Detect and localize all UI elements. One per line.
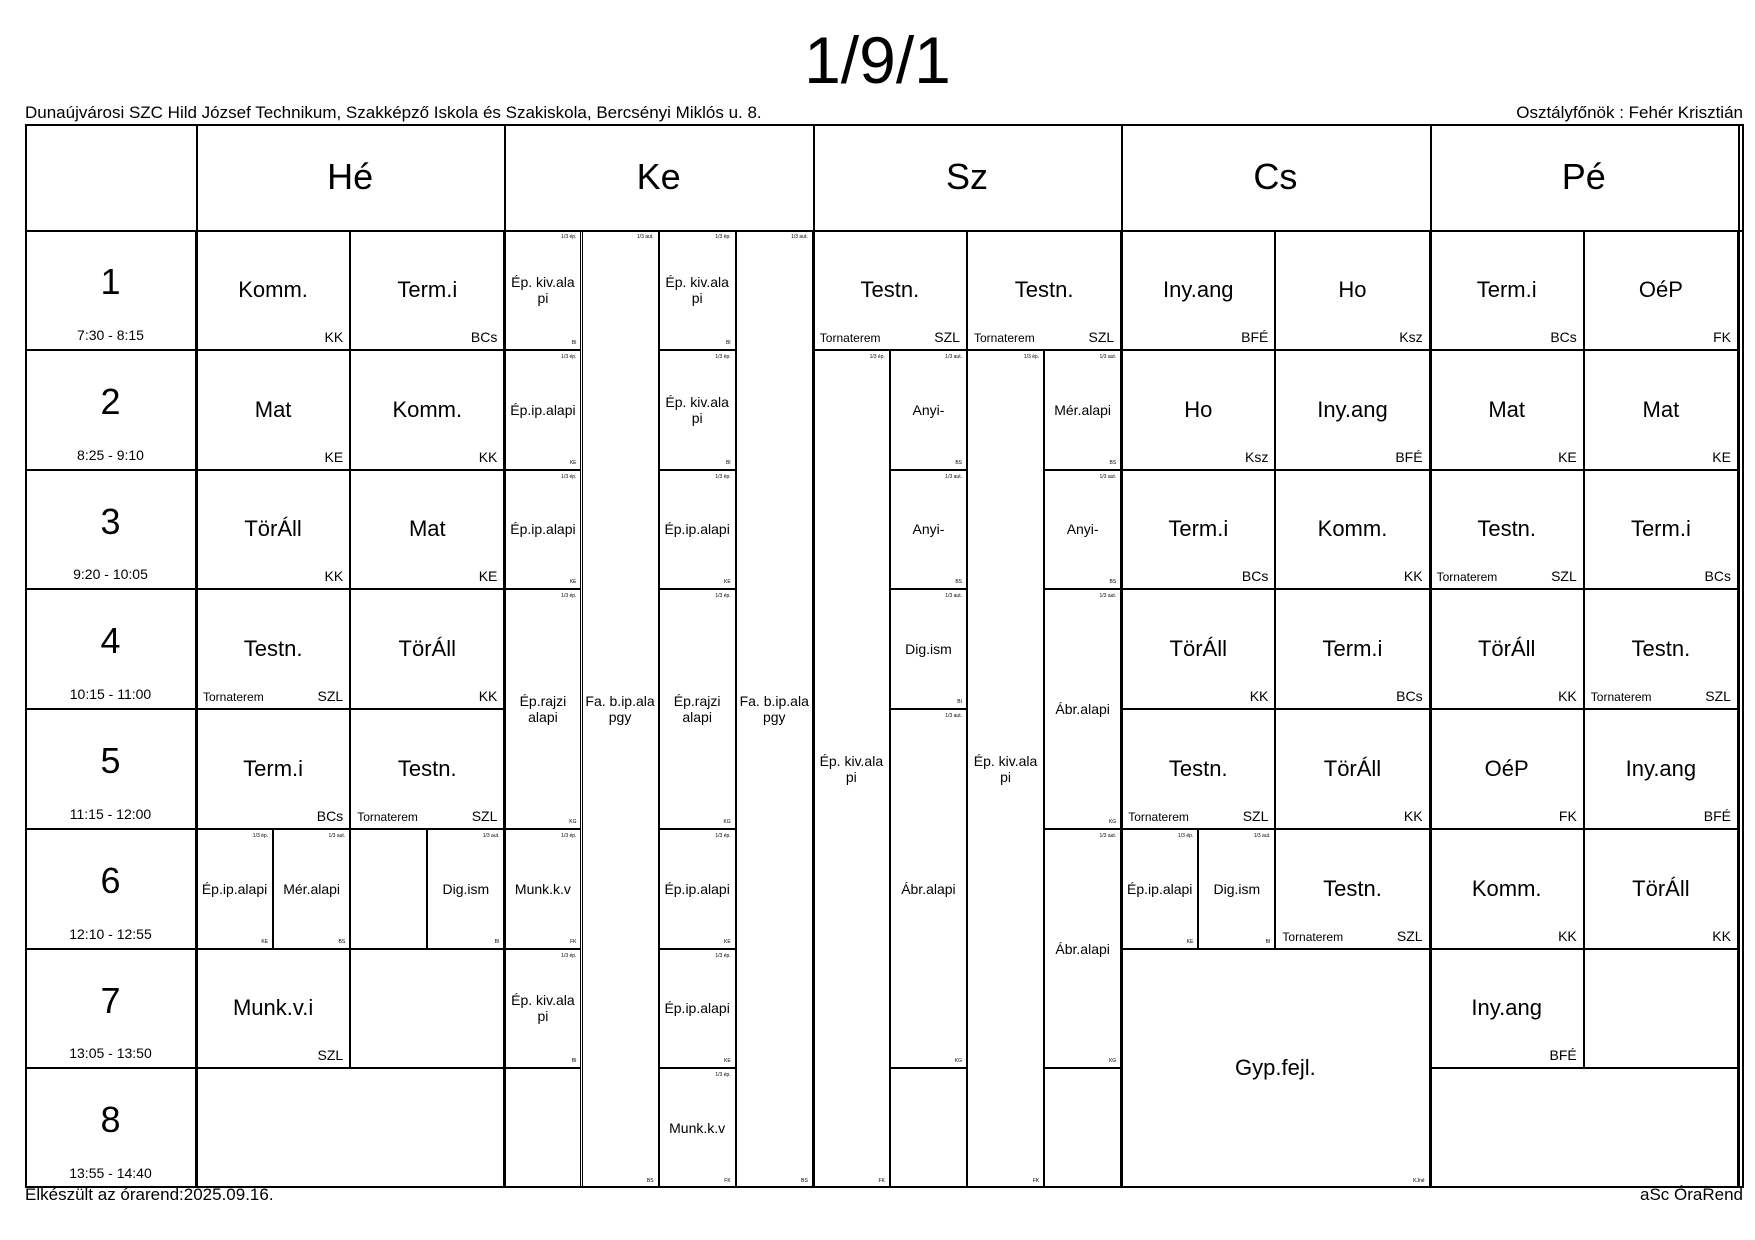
lesson-cell[interactable] [1430,1068,1738,1188]
teacher-code: KE [324,448,344,465]
subject-name: Term.i [1168,516,1229,542]
teacher-code: KE [1186,938,1194,945]
subject-name: Ép.ip.alapi [510,521,576,538]
lesson-cell[interactable] [196,829,273,949]
group-label: 1/3 ép. [715,353,731,360]
teacher-code: SZL [1551,568,1577,585]
subject-name: Ép.ip.alapi [1127,880,1193,897]
teacher-code: KK [324,568,344,585]
lesson-cell[interactable] [350,230,504,350]
group-label: 1/3 ép. [869,353,885,360]
lesson-cell[interactable] [1198,829,1275,949]
lesson-cell[interactable] [196,470,350,590]
subject-name: Testn. [1014,276,1074,302]
subject-name: Ép. kiv.ala pi [665,393,729,426]
group-label: 1/3 aut. [1099,353,1117,360]
lesson-cell[interactable] [659,949,736,1069]
subject-name: Testn. [1323,875,1382,901]
group-label: 1/3 ép. [715,952,731,959]
teacher-code: Ksz [1399,328,1423,345]
subject-name: Testn. [1631,636,1691,662]
lesson-cell[interactable] [1430,350,1584,470]
teacher-code: BS [1109,459,1117,466]
subject-name: Anyi- [1066,521,1099,538]
period-number: 3 [100,500,121,542]
lesson-cell[interactable] [1275,230,1429,350]
teacher-code: BCs [1550,328,1577,345]
period-number: 4 [100,620,121,662]
lesson-cell[interactable] [1430,949,1584,1069]
teacher-code: BS [338,938,346,945]
lesson-cell[interactable] [504,829,581,949]
subject-name: Mat [1488,396,1526,422]
teacher-code: KK [324,328,344,345]
subject-name: Komm. [1317,516,1388,542]
group-label: 1/3 aut. [482,832,500,839]
teacher-code: FK [1713,328,1731,345]
subject-name: TörÁll [1632,875,1690,901]
lesson-cell[interactable] [504,470,581,590]
lesson-cell[interactable] [1430,709,1584,829]
subject-name: OéP [1638,276,1683,302]
teacher-code: BCs [470,328,498,345]
period-time: 13:55 - 14:40 [69,1165,152,1181]
period-time: 11:15 - 12:00 [69,805,152,822]
subject-name: Ábr.alapi [901,880,956,897]
teacher-code: FK [570,938,577,945]
teacher-code: KG [954,1058,962,1065]
period-number: 8 [100,1099,121,1141]
teacher-code: BI [571,1058,577,1065]
lesson-cell[interactable] [1044,470,1121,590]
teacher-code: KK [478,688,498,704]
subject-name: Ép.ip.alapi [201,880,268,897]
subject-name: Ép.ip.alapi [664,1000,730,1017]
period-label [25,470,196,590]
group-label: 1/3 ép. [715,832,731,839]
lesson-cell[interactable] [890,470,967,590]
subject-name: Term.i [1630,516,1691,542]
group-label: 1/3 aut. [945,593,962,600]
lesson-cell[interactable] [1430,589,1584,709]
period-number: 7 [100,979,121,1021]
subject-name: Iny.ang [1625,755,1697,781]
teacher-code: KG [569,818,577,825]
teacher-code: KK [1558,688,1577,704]
subject-name: Iny.ang [1163,276,1234,302]
lesson-cell[interactable] [890,589,967,709]
room-name: Tornaterem [974,330,1035,345]
group-label: 1/3 ép. [1023,353,1040,360]
day-divider [1121,124,1123,1188]
teacher-code: KE [478,568,498,585]
teacher-code: BI [494,938,500,945]
subject-name: TörÁll [1169,636,1227,662]
lesson-cell[interactable] [890,1068,967,1188]
teacher-code: KG [1108,1058,1117,1065]
subject-name: Term.i [397,276,458,302]
group-label: 1/3 aut. [791,234,808,240]
group-label: 1/3 aut. [945,353,962,360]
subject-name: Ho [1338,276,1367,302]
lesson-cell[interactable] [196,1068,504,1188]
teacher-code: SZL [317,1047,344,1064]
lesson-cell[interactable] [350,589,504,709]
lesson-cell[interactable] [273,829,350,949]
subject-name: Ábr.alapi [1055,940,1110,957]
group-label: 1/3 ép. [561,473,577,480]
group-label: 1/3 ép. [561,832,577,839]
subject-name: Anyi- [912,401,945,418]
room-name: Tornaterem [1282,929,1344,944]
subject-name: Fa. b.ip.ala pgy [585,693,655,725]
lesson-cell[interactable] [196,589,350,709]
teacher-code: KG [1108,818,1117,825]
subject-name: Iny.ang [1471,995,1542,1021]
subject-name: Mat [1642,396,1680,422]
subject-name: Gyp.fejl. [1235,1055,1316,1081]
teacher-code: BI [571,339,577,346]
teacher-code: BCs [316,807,344,824]
software-credit: aSc ÓraRend [1640,1185,1743,1204]
lesson-cell[interactable] [1584,589,1738,709]
lesson-cell[interactable] [813,350,890,1188]
teacher-code: BCs [1396,688,1423,704]
subject-name: Mat [408,516,446,542]
day-header: Sz [945,156,988,197]
period-label [25,1068,196,1188]
period-label [25,589,196,709]
room-name: Tornaterem [203,690,264,704]
teacher-code: KE [724,1058,731,1065]
day-header: Cs [1253,156,1298,197]
period-number: 6 [100,859,121,901]
teacher-code: SZL [471,807,498,824]
subject-name: Term.i [243,755,304,781]
teacher-code: KJné [1413,1178,1425,1184]
day-header: Hé [327,156,374,197]
subject-name: Fa. b.ip.ala pgy [739,693,809,725]
subject-name: Ép. kiv.ala pi [819,752,884,785]
day-header: Pé [1561,156,1606,197]
period-label [25,230,196,350]
subject-name: Ábr.alapi [1055,701,1110,717]
lesson-cell[interactable] [1121,230,1275,350]
group-label: 1/3 ép. [715,234,731,240]
lesson-cell[interactable] [582,230,659,1188]
teacher-code: KK [478,448,498,465]
generated-date: Elkészült az órarend:2025.09.16. [25,1185,274,1204]
lesson-cell[interactable] [1275,589,1429,709]
subject-name: Term.i [1322,636,1383,662]
group-label: 1/3 aut. [945,713,962,719]
teacher-code: BS [1109,579,1117,586]
lesson-cell[interactable] [196,230,350,350]
teacher-code: BS [955,579,962,586]
period-number: 1 [100,261,121,302]
subject-name: Ho [1184,396,1213,422]
lesson-cell[interactable] [196,949,350,1069]
teacher-code: BI [1265,938,1271,945]
teacher-code: SZL [1088,328,1115,345]
teacher-code: KE [569,579,577,586]
period-time: 13:05 - 13:50 [69,1045,152,1062]
teacher-code: BS [955,459,962,466]
day-divider [1738,124,1740,1188]
teacher-code: BFÉ [1395,448,1423,465]
lesson-cell[interactable] [1044,1068,1121,1188]
teacher-code: FK [1032,1178,1040,1184]
day-divider [504,124,506,1188]
lesson-cell[interactable] [1044,829,1121,1069]
group-label: 1/3 aut. [945,473,962,480]
subject-name: Testn. [243,636,303,662]
lesson-cell[interactable] [967,230,1121,350]
teacher-code: SZL [1242,807,1269,824]
subject-name: TörÁll [1477,636,1536,662]
subject-name: Testn. [860,276,920,302]
group-label: 1/3 ép. [1177,832,1194,839]
subject-name: Ép.ip.alapi [664,521,730,538]
lesson-cell[interactable] [504,589,581,829]
subject-name: Ép. kiv.ala pi [665,273,729,306]
subject-name: Testn. [1477,516,1537,542]
period-time: 10:15 - 11:00 [69,686,152,702]
period-time: 12:10 - 12:55 [69,925,152,942]
teacher-code: Ksz [1245,448,1269,465]
teacher-code: BFÉ [1241,328,1269,345]
day-header: Ke [636,156,681,197]
subject-name: Dig.ism [442,880,490,897]
lesson-cell[interactable] [736,230,813,1188]
lesson-cell[interactable] [427,829,504,949]
lesson-cell[interactable] [1584,350,1738,470]
lesson-cell[interactable] [890,350,967,470]
class-title: 1/9/1 [804,23,951,97]
room-name: Tornaterem [1590,690,1652,704]
lesson-cell[interactable] [1584,949,1738,1069]
period-label [25,829,196,949]
subject-name: Ép.ip.alapi [664,880,730,897]
lesson-cell[interactable] [1430,470,1584,590]
header-divider [25,230,1744,232]
group-label: 1/3 ép. [252,832,269,839]
group-label: 1/3 aut. [1099,832,1117,839]
subject-name: Ép.rajzi alapi [673,693,721,725]
teacher-code: KK [1712,927,1731,944]
teacher-code: KK [1558,927,1577,944]
teacher-code: FK [878,1178,885,1184]
lesson-cell[interactable] [1584,230,1738,350]
period-number: 2 [100,380,121,422]
subject-name: Mér.alapi [1054,401,1112,418]
teacher-code: SZL [1396,927,1423,944]
subject-name: Testn. [397,755,457,781]
teacher-code: BCs [1704,568,1731,585]
group-label: 1/3 ép. [561,234,577,240]
teacher-code: KE [569,459,577,466]
lesson-cell[interactable] [350,709,504,829]
subject-name: Ép. kiv.ala pi [511,992,575,1025]
subject-name: Testn. [1168,755,1228,781]
teacher-code: KK [1249,688,1269,704]
group-label: 1/3 aut. [636,234,654,240]
lesson-cell[interactable] [1430,829,1584,949]
subject-name: Munk.k.v [669,1120,726,1137]
lesson-cell[interactable] [890,709,967,1068]
lesson-cell[interactable] [350,350,504,470]
teacher-code: KK [1403,807,1423,824]
lesson-cell[interactable] [504,949,581,1069]
lesson-cell[interactable] [1044,350,1121,470]
subject-name: Ép. kiv.ala pi [973,752,1038,785]
lesson-cell[interactable] [1275,709,1429,829]
lesson-cell[interactable] [504,350,581,470]
subject-name: Term.i [1476,276,1537,302]
subject-name: Komm. [238,276,308,302]
period-label [25,949,196,1069]
lesson-cell[interactable] [1121,829,1198,949]
lesson-cell[interactable] [659,230,736,350]
group-label: 1/3 ép. [715,593,731,600]
lesson-cell[interactable] [1121,350,1275,470]
teacher-code: BS [801,1178,808,1184]
lesson-cell[interactable] [659,589,736,829]
subject-name: Anyi- [912,521,945,538]
subject-name: Munk.k.v [514,880,571,897]
room-name: Tornaterem [1128,809,1189,824]
group-label: 1/3 aut. [1099,593,1117,600]
lesson-cell[interactable] [350,949,504,1069]
room-name: Tornaterem [357,809,418,824]
lesson-cell[interactable] [1584,470,1738,590]
lesson-cell[interactable] [1275,470,1429,590]
teacher-code: BS [646,1178,654,1184]
period-time: 9:20 - 10:05 [73,566,148,583]
form-teacher: Osztályfőnök : Fehér Krisztián [1516,103,1743,122]
teacher-code: KE [1712,448,1731,465]
lesson-cell[interactable] [1584,709,1738,829]
group-label: 1/3 aut. [1099,473,1117,480]
day-divider [1430,124,1432,1188]
teacher-code: BFÉ [1703,807,1731,824]
period-time: 8:25 - 9:10 [77,446,144,463]
period-label [25,350,196,470]
teacher-code: SZL [317,688,344,704]
lesson-cell[interactable] [504,230,581,350]
teacher-code: SZL [1705,688,1731,704]
subject-name: Mat [254,396,292,422]
teacher-code: FK [1558,807,1577,824]
group-label: 1/3 ép. [715,1072,731,1079]
teacher-code: SZL [934,328,960,345]
subject-name: OéP [1484,755,1529,781]
subject-name: Dig.ism [1213,880,1261,897]
school-name: Dunaújvárosi SZC Hild József Technikum, Szakképző Iskola és Szakiskola, Bercsényi Miklós u. 8. [25,103,762,122]
teacher-code: BFÉ [1549,1047,1577,1064]
day-divider [196,124,198,1188]
teacher-code: KG [723,818,731,825]
lesson-cell[interactable] [659,829,736,949]
subject-name: Iny.ang [1317,396,1388,422]
period-time: 7:30 - 8:15 [77,326,144,343]
teacher-code: BI [957,699,962,705]
teacher-code: KE [1558,448,1577,465]
period-number: 5 [100,740,121,781]
lesson-cell[interactable] [350,829,427,949]
lesson-cell[interactable] [659,1068,736,1188]
group-label: 1/3 aut. [1253,832,1271,839]
subject-name: Dig.ism [905,641,952,658]
subject-name: Ép.rajzi alapi [519,693,567,725]
teacher-code: KE [261,938,269,945]
lesson-cell[interactable] [1121,949,1429,1189]
period-label [25,709,196,829]
lesson-cell[interactable] [504,1068,581,1188]
lesson-cell[interactable] [1275,350,1429,470]
subject-name: Munk.v.i [232,995,314,1021]
subject-name: Komm. [392,396,463,422]
lesson-cell[interactable] [659,350,736,470]
day-divider [813,124,815,1188]
lesson-cell[interactable] [1584,829,1738,949]
group-label: 1/3 ép. [561,353,577,360]
group-label: 1/3 aut. [328,832,346,839]
teacher-code: FK [724,1178,731,1184]
room-name: Tornaterem [819,330,881,345]
teacher-code: BI [725,459,731,466]
lesson-cell[interactable] [1275,829,1429,949]
room-name: Tornaterem [1436,570,1498,585]
subject-name: TörÁll [1323,755,1382,781]
subject-name: TörÁll [398,636,456,662]
lesson-cell[interactable] [1121,589,1275,709]
teacher-code: KE [724,938,731,945]
lesson-cell[interactable] [196,350,350,470]
lesson-cell[interactable] [196,709,350,829]
teacher-code: BI [725,339,731,346]
teacher-code: KE [724,579,731,586]
lesson-cell[interactable] [350,470,504,590]
subject-name: Ép. kiv.ala pi [511,273,575,306]
lesson-cell[interactable] [1044,589,1121,829]
subject-name: Ép.ip.alapi [510,401,576,418]
teacher-code: BCs [1241,568,1269,585]
subject-name: TörÁll [244,516,302,542]
teacher-code: KK [1403,568,1423,585]
lesson-cell[interactable] [1430,230,1584,350]
lesson-cell[interactable] [1121,709,1275,829]
group-label: 1/3 ép. [561,593,577,600]
group-label: 1/3 ép. [561,952,577,959]
lesson-cell[interactable] [659,470,736,590]
subject-name: Komm. [1471,875,1542,901]
lesson-cell[interactable] [1121,470,1275,590]
subject-name: Mér.alapi [283,880,341,897]
lesson-cell[interactable] [967,350,1044,1188]
group-label: 1/3 ép. [715,473,731,480]
lesson-cell[interactable] [813,230,967,350]
